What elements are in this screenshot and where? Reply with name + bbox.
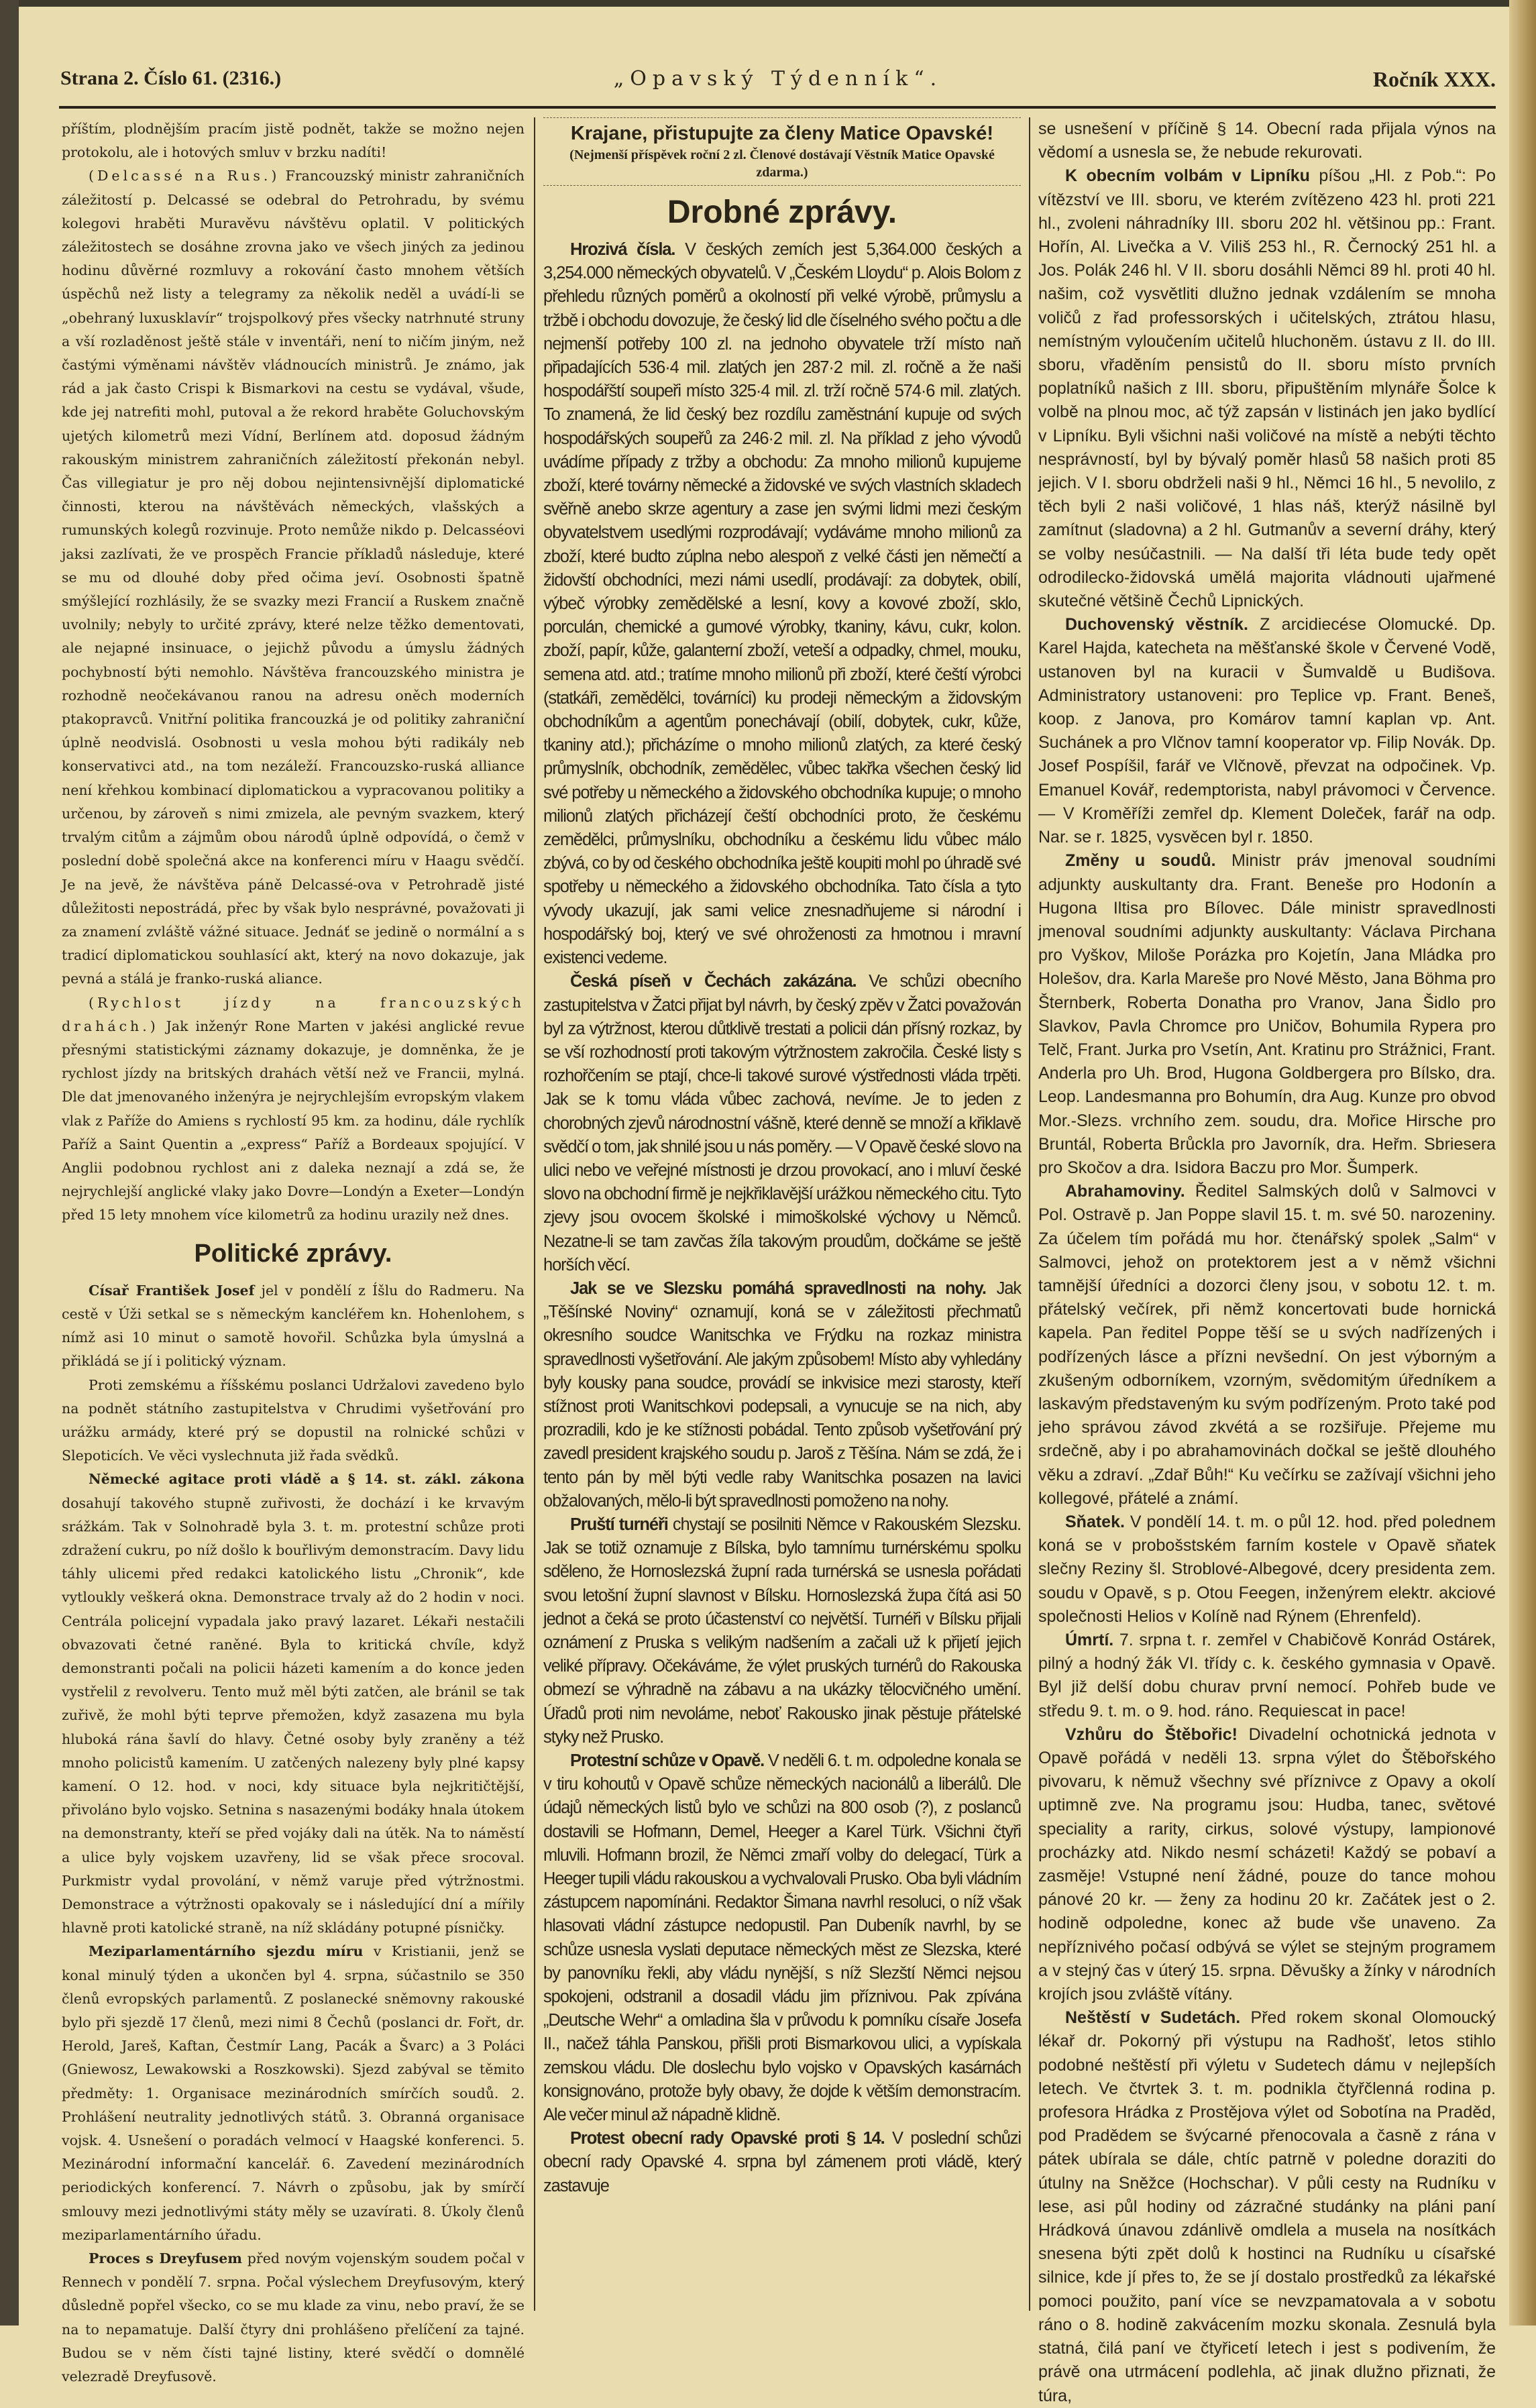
article-death	[1038, 1629, 1496, 1723]
article-heading: Meziparlamentárního sjezdu míru	[89, 1943, 364, 1960]
article-wedding	[1038, 1511, 1496, 1629]
paragraph: se usnešení v příčině § 14. Obecní rada přijala výnos na vědomí a usnesla se, že nebude rekurovati.	[1038, 119, 1496, 162]
article-numbers	[543, 238, 1021, 970]
article-text: V českých zemích jest 5,364.000 českých a 3,254.000 německých obyvatelů. V „Českém Lloydu“ p. Alois Bolom z přehledu různých poměrů a okolností při velké výrobě, průmyslu a tržbě i obchodu dovozuje, že český lid dle číselného svého počtu a dle nejmenší potřeby 100 zl. na jednoho obyvatele trží místo naň připadajících 536·4 mil. zlatých jen 287·2 mil. zl. ročně a že naši hospodářští soupeři místo 325·4 mil. zl. trží ročně 574·6 mil. zlatých. To znamená, že lid český bez rozdílu zaměstnání kupuje od svých hospodářských soupeřů za 246·2 mil. zl. Na příklad z jeho vývodů uvádíme případy z tržby a obchodu: Za mnoho milionů kupujeme zboží, které továrny německé a židovské ve svých vlastních skladech svěřně anebo skrze agentury a zase jen svými lidmi mezi českým obyvatelstvem usedlými rozprodávají; vydáváme mnoho milionů za zboží, které budto zúplna nebo alespoň z velké části jen němečtí a židovští obchodníci, mezi námi usedlí, prodávají: za dobytek, obilí, výbeč výrobky zemědělské a lesní, kovy a kovové zboží, sklo, porculán, chemické a gumové výrobky, tkaniny, kávu, cukr, kolon. zboží, papír, kůže, galanterní zboží, veteší a odpadky, chmel, mouku, semena atd. atd.; tratíme mnoho milionů při zboží, které čeští výrobci (statkáři, zemědělci, továrníci) ku prodeji německým a židovským obchodníkům a agentům ponechávají (obilí, dobytek, cukr, kůže, tkaniny atd.); přicházíme o mnoho milionů zlatých, za které český průmyslník, obchodník, zemědělec, vůbec takřka všechen český lid své potřeby u německého a židovského obchodníka kupuje; o mnoho milionů zlatých přicházejí čeští obchodníci proto, že českému zemědělci, průmyslníku, obchodníku a českému lidu vůbec málo zbývá, co by od českého obchodníka ještě koupiti mohl po úhradě své spotřeby u německého a židovského obchodníka. Tato čísla a tyto vývody ukazují, jak sami velice znesnadňujeme si národní i hospodářský boj, který ve své ohroženosti za hmotnou i mravní existenci vedeme.	[543, 240, 1021, 968]
page-header	[60, 67, 1496, 101]
article-trip	[1038, 1723, 1496, 2006]
column-1	[62, 117, 525, 2385]
article-heading: Proces s Dreyfusem	[89, 2250, 242, 2267]
article-text: před novým vojenským soudem počal v Rennech v pondělí 7. srpna. Počal výslechem Dreyfusovým, který důsledně popřel všecko, co se mu klade za vinu, nebo praví, že se na to nepamatuje. Další čtyry dni prohlášeno přelíčení za tajné. Budou se v něm čísti tajné listiny, které svědčí o domnělé velezradě Dreyfusově.	[62, 2250, 525, 2385]
appeal-title: Krajane, přistupujte za členy Matice Opavské!	[570, 123, 994, 144]
article-council-protest	[543, 2127, 1021, 2198]
article-text: Ředitel Salmských dolů v Salmovci v Pol. Ostravě p. Jan Poppe slavil 15. t. m. své 50. narozeniny. Za účelem tím pořádá mu hor. čtenářský spolek „Salm“ v Salmovci, jehož on protektorem jest a v němž všichni tamnější úředníci a dozorci členy jsou, v sobotu 12. t. m. přátelský večírek, při němž koncertovati bude hornická kapela. Pan ředitel Poppe těší se u svých nadřízených i podřízených lásce a přízni nevšední. On jest výborným a zkušeným odborníkem, vzorným, svědomitým úředníkem a laskavým představeným ku svým podřízeným. Proto také pod jeho správou závod zkvétá a se rozšiřuje. Přejeme mu srdečně, aby i po abrahamovinách dočkal se ještě dlouhého věku a zdraví. „Zdař Bůh!“ Ku večírku se zažívají všichni jeho kollegové, přátelé a známí.	[1038, 1182, 1496, 1508]
article-german-agitation	[62, 1468, 525, 1940]
article-heading: K obecním volbám v Lipníku	[1065, 166, 1310, 186]
header-rule	[59, 106, 1496, 109]
article-text: píšou „Hl. z Pob.“: Po vítězství ve III. sboru, ve kterém zvítězeno 423 hl. proti 221 hl., zvoleni náhradníky III. sboru 202 hl. většinou pp.: Frant. Hořín, Al. Livečka a V. Viliš 253 hl., R. Černocký 251 hl. a Jos. Polák 246 hl. V II. sboru dosáhli Němci 89 hl. proti 40 hl. našim, což vysvětliti dlužno jednak vzdálením se mnoha voličů z řad professorských i učitelských, ztrátou hlasu, nemístným vyloučením učitelů hluchoněm. ústavu z II. do III. sboru, vřaděním pensistů do II. sboru místo prvních poplatníků našich z III. sboru, připuštěním mlynáře Šolce k volbě na plnou moc, ač týž zapsán v listinách jen jako bydlící v Lipníku. Byli všichni naši voličové na místě a nebýti těchto nesprávností, byl by bývalý poměr hlasů 58 našich proti 85 jejich. V I. sboru obdrželi naši 9 hl., Němci 16 hl., 5 nevolilo, z těch byli 2 naši voličové, 1 hlas náš, kterýž násilně byl zamítnut (sladovna) a 2 hl. Gutmanův a severní dráhy, který se volby nesúčastnili. — Na další tři léta bude tedy opět odrodilecko-židovská umělá majorita vládnouti ujařmené skutečné většině Čechů Lipnických.	[1038, 166, 1496, 611]
article-text: Před rokem skonal Olomoucký lékař dr. Pokorný při výstupu na Radhošť, letos stihlo podobné neštěstí při výletu v Sudetech dámu v nejlepších letech. Ve čtvrtek 3. t. m. podnikla čtyřčlenná rodina p. profesora Hrádka z Prostějova výlet od Sobotína na Praděd, pod Pradědem se švýcarné přenocovala a časně z rána v pátek ubírala se dále, chtíc patrně v poledne doraziti do útulny na Sněžce (Hochschar). V půli cesty na Rudníku v lese, asi půl hodiny od zázračné studánky na pláni paní Hrádková únavou zdánlivě omdlela a musela na nosítkách snesena býti zpět dolů k hostinci na Rudníku u císařské silnice, kde jí přes to, že se jí dostalo prostředků za lékařské pomoci použito, paní více se nevzpamatovala a v sobotu ráno o 8. hodině zakvácením mozku skonala. Zesnulá byla statná, čilá paní ve čtyřicetí letech i jest s podivením, že právě ona utrmácení podlehla, ač jinak dlužno přiznati, že túra,	[1038, 2008, 1496, 2405]
article-heading: Protestní schůze v Opavě.	[570, 1751, 765, 1770]
section-title-short-news: Drobné zprávy.	[667, 195, 897, 230]
article-heading: Vzhůru do Štěbořic!	[1065, 1725, 1238, 1744]
article-text: chystají se posilniti Němce v Rakouském Slezsku. Jak se totiž oznamuje z Bílska, bylo tamnímu turnérskému spolku sděleno, že Hornoslezská župní rada turnérská se usnesla pořádati svou letošní župní slavnost v Bílsku. Hornoslezská župa čítá asi 50 jednot a čeká se proto účastenství co největší. Turnéři v Bílsku přijali oznámení z Pruska s velikým nadšením a začali už k přijetí jejich veliké přípravy. Očekáváme, že výlet pruských turnérů do Rakouska obmezí se výhradně na zábavu a na ukázky tělocvičného umění. Úřadů proti nim nevoláme, neboť Rakousko jinak pěstuje přátelské styky než Prusko.	[543, 1515, 1021, 1747]
article-heading: Abrahamoviny.	[1065, 1182, 1185, 1201]
article-heading: Změny u soudů.	[1065, 851, 1216, 871]
article-text: Jak „Těšínské Noviny“ oznamují, koná se v záležitosti přechmatů okresního soudce Wanitschka ve Frýdku na rozkaz ministra spravedlnosti vyšetřování. Ale jakým způsobem! Místo aby vyhledány byly kousky pana soudce, provádí se inkvisice mezi starosty, kteří stížnost proti Wanitschkovi podepsali, a vynucuje se na nich, aby prozradili, kdo je ke stížnosti pobádal. Tento způsob vyšetřování prý zavedl president krajského soudu p. Jaroš z Těšína. Nám se zdá, že i tento pán by měl býti vedle raby Wanitschka posazen na lavici obžalovaných, mělo-li být spravedlnosti pomoženo na nohy.	[543, 1278, 1021, 1511]
section-title-political-news: Politické zprávy.	[194, 1239, 392, 1268]
article-delcasse	[62, 164, 525, 991]
article-heading: Pruští turnéři	[570, 1515, 668, 1534]
article-birthday	[1038, 1180, 1496, 1511]
article-text: jel v pondělí z Íšlu do Radmeru. Na cestě v Úži setkal se s německým kancléřem kn. Hohenlohem, s nímž asi 10 minut o samotě hovořil. Schůzka byla úmyslná a přikládá se jí i politický význam.	[62, 1282, 525, 1370]
volume-number: Ročník XXX.	[1372, 67, 1496, 91]
article-heading: Jak se ve Slezsku pomáhá spravedlnosti na nohy.	[570, 1278, 986, 1298]
article-protest-meeting	[543, 1749, 1021, 2127]
article-prussian-gymnasts	[543, 1513, 1021, 1749]
column-3	[1038, 117, 1496, 2405]
article-heading: Duchovenský věstník.	[1065, 615, 1248, 635]
article-text: Ministr práv jmenoval soudními adjunkty auskultanty dra. Frant. Beneše pro Hodonín a Hugona Iltisa pro Bílovec. Dále ministr spravedlnosti jmenoval soudními adjunkty auskultanty: Václava Pirchana pro Vyškov, Miloše Porázka pro Kojetín, Jana Mládka pro Holešov, dra. Karla Mareše pro Nové Město, Jana Böhma pro Šternberk, Roberta Donatha pro Vranov, Jana Šidlo pro Slavkov, Pavla Chromce pro Uničov, Bohumila Rypera pro Telč, Frant. Jurka pro Vsetín, Ant. Kratinu pro Strážnici, Frant. Anderla pro Uh. Brod, Hugona Goldbergera pro Bílsko, dra. Leop. Landesmanna pro Bohumín, dra Aug. Kunze pro obvod Mor.-Slezs. vrchního zem. soudu, dra. Mořice Hirsche pro Bruntál, Roberta Brůckla pro Javorník, dra. Heřm. Sbriesera pro Skočov a dra. Isidora Baczu pro Mor. Šumperk.	[1038, 851, 1496, 1177]
article-czech-song	[543, 970, 1021, 1277]
article-accident	[1038, 2006, 1496, 2407]
scan-top-edge	[0, 0, 1536, 7]
column-divider	[1029, 117, 1030, 2311]
article-text: Jak inženýr Rone Marten v jakési anglické revue přesnými statistickými záznamy dokazuje, je domněnka, že je rychlost jízdy na britských drahách větší než ve Francii, mylná. Dle dat jmenovaného inženýra je nejrychlejším evropským vlakem vlak z Paříže do Amiens s rychlostí 95 km. za hodinu, dále rychlík Paříž a Saint Quentin a „express“ Paříž a Bordeaux spojující. V Anglii podobnou rychlost ani z daleka neznají a zdá se, že nejrychlejší anglické vlaky jako Dovre—Londýn a Exeter—Londýn před 15 lety mnohem více kilometrů za hodinu urazily než dnes.	[62, 1018, 525, 1223]
article-heading: (Delcassé na Rus.)	[89, 168, 280, 184]
article-silesia-justice	[543, 1277, 1021, 1513]
article-text: v Kristianii, jenž se konal minulý týden a ukončen byl 4. srpna, súčastnilo se 350 členů evropských parlamentů. Z poslanecké sněmovny rakouské bylo při sjezdě 17 členů, mezi nimi 8 Čechů (poslanci dr. Fořt, dr. Herold, Jareš, Kaftan, Čestmír Lang, Pacák a Švarc) a 3 Poláci (Gniewosz, Lewakowski a Roszkowski). Sjezd zabýval se těmito předměty: 1. Organisace mezinárodních smírčích soudů. 2. Prohlášení neutrality jednotlivých států. 3. Obranná organisace vojsk. 4. Usnešení o poradách velmocí v Haagské konferenci. 5. Mezinárodní informační kancelář. 6. Zavedení mezinárodních periodických konferencí. 7. Návrh o způsobu, jak by smírčí smlouvy mezi jednotlivými státy měly se uzavírati. 8. Úkoly členů meziparlamentárního úřadu.	[62, 1943, 525, 2243]
article-clergy	[1038, 613, 1496, 849]
article-text: Divadelní ochotnická jednota v Opavě pořádá v neděli 13. srpna výlet do Štěbořského pivovaru, k němuž všechny své příznivce z Opavy a okolí uptimně zve. Na programu jsou: Hudba, tanec, světové speciality a rarity, cirkus, solové výstupy, lampionové procházky atd. Nikdo nesmí scházeti! Každý se pobaví a zasměje! Vstupné není žádné, pouze do tance mohou pánové 20 kr. — ženy za hodinu 20 kr. Začátek jest o 2. hodině odpoledne, konec až bude vše unaveno. Za nepříznivého počasí odbývá se výlet se stejným programem a v stejný čas v úterý 15. srpna. Děvušky a žínky v národních krojích jsou zvláště vítány.	[1038, 1725, 1496, 2004]
article-text: Z arcidiecése Olomucké. Dp. Karel Hajda, katecheta na měšťanské škole v Červené Vodě, ustanoven byl na kuracii v Šumvaldě u Budišova. Administratory ustanoveni: pro Teplice vp. Frant. Beneš, koop. z Janova, pro Komárov tamní kaplan vp. Ant. Suchánek a pro Vlčnov tamní kooperator vp. Filip Novák. Dp. Josef Pospíšil, farář ve Vlčnově, převzat na odpočinek. Vp. Emanuel Kovář, redemptorista, nabyl právomoci v Července. — V Kroměříži zemřel dp. Klement Doleček, farář na odp. Nar. se r. 1825, vysvěcen byl r. 1850.	[1038, 615, 1496, 847]
article-courts	[1038, 849, 1496, 1180]
article-emperor	[62, 1279, 525, 1374]
article-text: Francouzský ministr zahraničních záležitostí p. Delcassé se odebral do Petrohradu, by svému kolegovi hraběti Muravěvu návštěvu oplatil. V politických záležitostech se dosáhne zrovna jako ve všech jiných za jedinou hodinu důvěrné rozmluvy a rokování často mnohem větších úspěchů než listy a telegramy za několik neděl a uvádí-li se „obehraný luxusklavír“ trojspolkový přes všecky natrhnuté struny a vší rozladěnost ještě stále v inventáři, není to ničím jiným, než častými výměnami návštěv vládnoucích ministrů. Je známo, jak rád a jak často Crispi k Bismarkovi na cestu se vydával, všude, kde jej natrefiti mohl, putoval a že rekord hraběte Goluchovským ujetých kilometrů mezi Vídní, Berlínem atd. doposud žádným rakouským ministrem zahraničních záležitostí překonán nebyl. Čas villegiatur je pro něj dobou nejintensivnější diplomatické činnosti, kterou na návštěvách německých, vlašských a rumunských kolegů rozvinuje. Proto nemůže nikdo p. Delcasséovi jaksi zazlívati, že ve prospěch Francie příkladů následuje, které se mu od dlouhé doby před očima jeví. Osobnosti špatně smýšlející rozhlásily, že se svazky mezi Francií a Ruskem značně uvolnily; nebyly to určité zprávy, které nelze těžko dementovati, ale nejapné insinuace, o jejichž původu a úmyslu žádných pochybností býti nemohlo. Návštěva francouzského ministra je rozhodně neočekávanou ranou na adresu oněch moderních ptakopravců. Vnitřní politika francouzká je od politiky zahraniční úplně neodvislá. Osobnosti u vesla mohou býti radikály neb konservativci atd., na tom nezáleží. Francouzsko-ruská alliance není křehkou kombinací diplomatickou a vypracovanou politiky a určenou, by zároveň s nimi zmizela, ale pevným svazkem, který trvalým citům a zájmům obou národů úplně odpovídá, o čemž v poslední době společná akce na konferenci míru v Haagu svědčí. Je na jevě, že návštěva páně Delcassé-ova v Petrohradě jisté důležitosti nepostrádá, přec by však bylo nesprávné, považovati ji za znamení zvláště vážné situace. Jednáť se jedině o normální a s tradicí diplomatickou souhlasící akt, který na novo dokazuje, jak pevná a stálá je franko-ruská aliance.	[62, 168, 525, 987]
matice-appeal-box	[543, 117, 1021, 186]
appeal-note: (Nejmenší příspěvek roční 2 zl. Členové dostávají Věstník Matice Opavské zdarma.)	[569, 148, 995, 180]
article-heading: (Rychlost jízdy na francouzských drahách.)	[62, 994, 525, 1034]
article-peace-congress	[62, 1940, 525, 2247]
article-dreyfus	[62, 2247, 525, 2389]
article-text: Ve schůzi obecního zastupitelstva v Žatci přijat byl návrh, by český zpěv v Žatci považován byl za výtržnost, kterou důtklivě trestati a policii dán přísný rozkaz, by se vší rozhodností proti takovým výtržnostem zakročila. České listy s rozhořčením se ptají, chce-li takové surové výstřednosti vláda trpěti. Jak se k tomu vláda vůbec zachová, nevíme. Je to jeden z chorobných zjevů národnostní vášně, které denně se množí a křiklavě svědčí o tom, jak shnilé jsou u nás poměry. — V Opavě české slovo na ulici nebo ve veřejné místnosti je drzou provokací, ano i mluví české slovo na obchodní firmě je nejkřiklavější urážkou německého citu. Tyto zjevy jsou ovocem školské i mimoškolské výchovy u Němců. Nezatne-li se tam zavčas žíla takovým proudům, dočkáme se ještě horších věcí.	[543, 972, 1021, 1274]
page-info: Strana 2. Číslo 61. (2316.)	[60, 67, 282, 89]
article-heading: Česká píseň v Čechách zakázána.	[570, 972, 857, 991]
article-heading: Hrozivá čísla.	[570, 240, 675, 259]
article-text: V neděli 6. t. m. odpoledne konala se v tiru kohoutů v Opavě schůze německých nacionálů a liberálů. Dle údajů německých listů bylo ve schůzi na 800 osob (?), z poslanců dostavili se Hofmann, Demel, Heeger a Karel Türk. Všichni čtyři mluvili. Hofmann brozil, že Němci zmaří volby do delegací, Türk a Heeger tupili vládu rakouskou a vychvalovali Prusko. Oba byli vládním zástupcem napomínáni. Redaktor Šimana navrhl resoluci, o níž však hlasovati vládní zástupce nedopustil. Pan Dubeník navrhl, by se schůze usnesla vyslati deputace německých měst ze Slezska, které by panovníku řekli, aby vládu nynější, s níž Slezští Němci nejsou spokojeni, odstranil a dosadil vládu jim příznivou. Pak zpívána „Deutsche Wehr“ a omladina šla v průvodu k pomníku císaře Josefa II., načež táhla Panskou, přišli proti Bismarkovou ulici, a vypískala zemskou vládu. Dle doslechu bylo vojsko v Opavských kasárnách konsignováno, protože byly obavy, že dojde k větším demonstracím. Ale večer minul až nápadně klidně.	[543, 1751, 1021, 2125]
article-heading: Neštěstí v Sudetách.	[1065, 2008, 1241, 2028]
masthead: „Opavský Týdenník“.	[613, 67, 943, 91]
scan-right-edge	[1509, 0, 1536, 2325]
article-text: V pondělí 14. t. m. o půl 12. hod. před polednem koná se v probošstském farním kostele v Opavě sňatek slečny Reziny šl. Stroblové-Albegové, dcery presidenta zem. soudu v Opavě, s p. Otou Feegen, inženýrem elektr. akciové společnosti Helios v Kolíně nad Rýnem (Ehrenfeld).	[1038, 1512, 1496, 1626]
article-heading: Německé agitace proti vládě a § 14. st. zákl. zákona	[89, 1471, 525, 1488]
article-heading: Císař František Josef	[89, 1282, 255, 1299]
paragraph: příštím, plodnějším pracím jistě podnět, takže se možno nejen protokolu, ale i hotových smluv v brzku nadíti!	[62, 121, 525, 161]
article-heading: Protest obecní rady Opavské proti § 14.	[570, 2129, 885, 2148]
article-text: V poslední schůzi obecní rady Opavské 4. srpna byl zámenem proti vládě, který zastavuje	[543, 2129, 1021, 2195]
column-2	[543, 117, 1021, 2321]
article-heading: Sňatek.	[1065, 1512, 1125, 1531]
article-lipnik-elections	[1038, 164, 1496, 613]
article-text: dosahují takového stupně zuřivosti, že dochází i ke krvavým srážkám. Tak v Solnohradě byla 3. t. m. protestní schůze proti zdražení cukru, po níž došlo k bouřlivým demonstracím. Davy lidu táhly ulicemi před redakci katolického listu „Chronik“, kde vytloukly veškerá okna. Demonstrace trvaly až do 2 hodin v noci. Centrála policejní vypadala jako pravý lazaret. Lékaři nestačili obvazovati četné raněné. Byla to kritická chvíle, když demonstranti počali na policii házeti kamením a do konce jeden vystřelil z revolveru. Tento muž měl býti zatčen, ale bránil se tak zuřivě, že mohl býti teprve přemožen, když zasazena mu byla hluboká rána šavlí do hlavy. Četné osoby byly zraněny a též mnoho policistů kamením. U zatčených nalezeny byly plné kapsy kamení. O 12. hod. v noci, kdy situace byla nejkritičtější, přivoláno bylo vojsko. Setnina s nasazenými bodáky hnala útokem na demonstranty, kteří se před vojáky dali na útěk. Na to náměstí a ulice byly vojskem uzavřeny, lid se však přece srocoval. Purkmistr vydal provolání, v němž varuje před výtržnostmi. Demonstrace a výtržnosti opakovaly se i následující dní a mířily hlavně proti katolické straně, na níž skládány potupné písničky.	[62, 1494, 525, 1936]
article-railway-speed	[62, 991, 525, 1227]
scan-left-edge	[0, 0, 19, 2325]
article-heading: Úmrtí.	[1065, 1631, 1114, 1649]
column-divider	[534, 117, 535, 2311]
article-udrzal: Proti zemskému a říšskému poslanci Udržalovi zavedeno bylo na podnět státního zastupitelstva v Chrudimi vyšetřování pro urážku armády, které prý se dopustil na rolnické schůzi v Slepoticích. Ve věci vyslechnuta již řada svědků.	[62, 1376, 525, 1464]
article-text: 7. srpna t. r. zemřel v Chabičově Konrád Ostárek, pilný a hodný žák VI. třídy c. k. českého gymnasia v Opavě. Byl již delší dobu churav první nemocí. Pohřeb bude ve středu 9. t. m. o 9. hod. ráno. Requiescat in pace!	[1038, 1631, 1496, 1720]
